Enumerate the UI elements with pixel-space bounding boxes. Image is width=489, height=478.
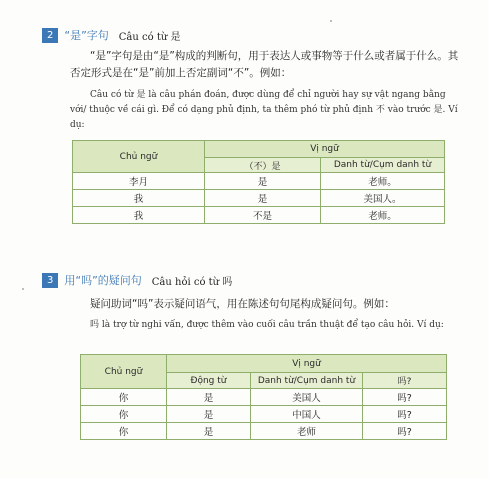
table-cell: 你 xyxy=(81,406,167,423)
section-3-heading xyxy=(42,272,232,288)
predicate-subheader-verb: （不）是 xyxy=(205,158,321,173)
table-cell: 李月 xyxy=(73,173,205,190)
table-cell: 是 xyxy=(205,190,321,207)
table-row xyxy=(81,389,447,406)
table-cell: 你 xyxy=(81,423,167,440)
table-cell: 吗? xyxy=(363,423,447,440)
section-3-table xyxy=(80,354,447,440)
section-2-paragraph-zh: “是”字句是由“是”构成的判断句，用于表达人或事物等于什么或者属于什么。其否定形式是在“是”前加上否定副词“不”。例如： xyxy=(70,50,459,79)
table-cell: 中国人 xyxy=(251,406,363,423)
section-3-title-vi: Câu hỏi có từ 吗 xyxy=(151,276,233,288)
section-3-paragraph-vi: 吗 là trợ từ nghi vấn, được thêm vào cuối câu trần thuật để tạo câu hỏi. Ví dụ: xyxy=(90,320,444,330)
section-2-number: 2 xyxy=(42,28,58,43)
predicate-subheader-noun: Danh từ/Cụm danh từ xyxy=(321,158,445,173)
section-3-number: 3 xyxy=(42,273,58,288)
predicate-header: Vị ngữ xyxy=(167,355,447,373)
subject-header: Chủ ngữ xyxy=(81,355,167,389)
section-2-heading xyxy=(42,27,180,43)
section-3-title-zh: 用“吗”的疑问句 xyxy=(64,274,142,287)
table-cell: 是 xyxy=(167,406,251,423)
table-cell: 美国人 xyxy=(251,389,363,406)
table-cell: 你 xyxy=(81,389,167,406)
section-2-title-vi: Câu có từ 是 xyxy=(118,31,181,43)
table-cell: 是 xyxy=(167,389,251,406)
section-2-table xyxy=(72,140,445,224)
table-cell: 是 xyxy=(205,173,321,190)
table-cell: 不是 xyxy=(205,207,321,224)
table-cell: 我 xyxy=(73,190,205,207)
predicate-header: Vị ngữ xyxy=(205,141,445,158)
table-row xyxy=(73,207,445,224)
table-cell: 老师。 xyxy=(321,207,445,224)
table-cell: 吗? xyxy=(363,406,447,423)
subject-header: Chủ ngữ xyxy=(73,141,205,173)
print-speck xyxy=(22,288,24,290)
predicate-subheader-verb: Động từ xyxy=(167,373,251,389)
table-cell: 我 xyxy=(73,207,205,224)
table-cell: 老师。 xyxy=(321,173,445,190)
section-2-paragraph-vi: Câu có từ 是 là câu phán đoán, được dùng để chỉ người hay sự vật ngang bằng với/ thuộc về cái gì. Để có dạng phủ định, ta thêm phó từ phủ định 不 vào trước 是. Ví dụ: xyxy=(70,90,458,130)
table-cell: 是 xyxy=(167,423,251,440)
table-row xyxy=(81,423,447,440)
table-row xyxy=(73,173,445,190)
table-row xyxy=(73,190,445,207)
table-cell: 美国人。 xyxy=(321,190,445,207)
predicate-subheader-particle: 吗? xyxy=(363,373,447,389)
table-cell: 老师 xyxy=(251,423,363,440)
section-2-title-zh: “是”字句 xyxy=(64,29,109,42)
table-row xyxy=(81,406,447,423)
section-3-paragraph-zh: 疑问助词“吗”表示疑问语气，用在陈述句句尾构成疑问句。例如： xyxy=(90,298,395,310)
table-cell: 吗? xyxy=(363,389,447,406)
print-speck xyxy=(330,20,332,22)
predicate-subheader-noun: Danh từ/Cụm danh từ xyxy=(251,373,363,389)
